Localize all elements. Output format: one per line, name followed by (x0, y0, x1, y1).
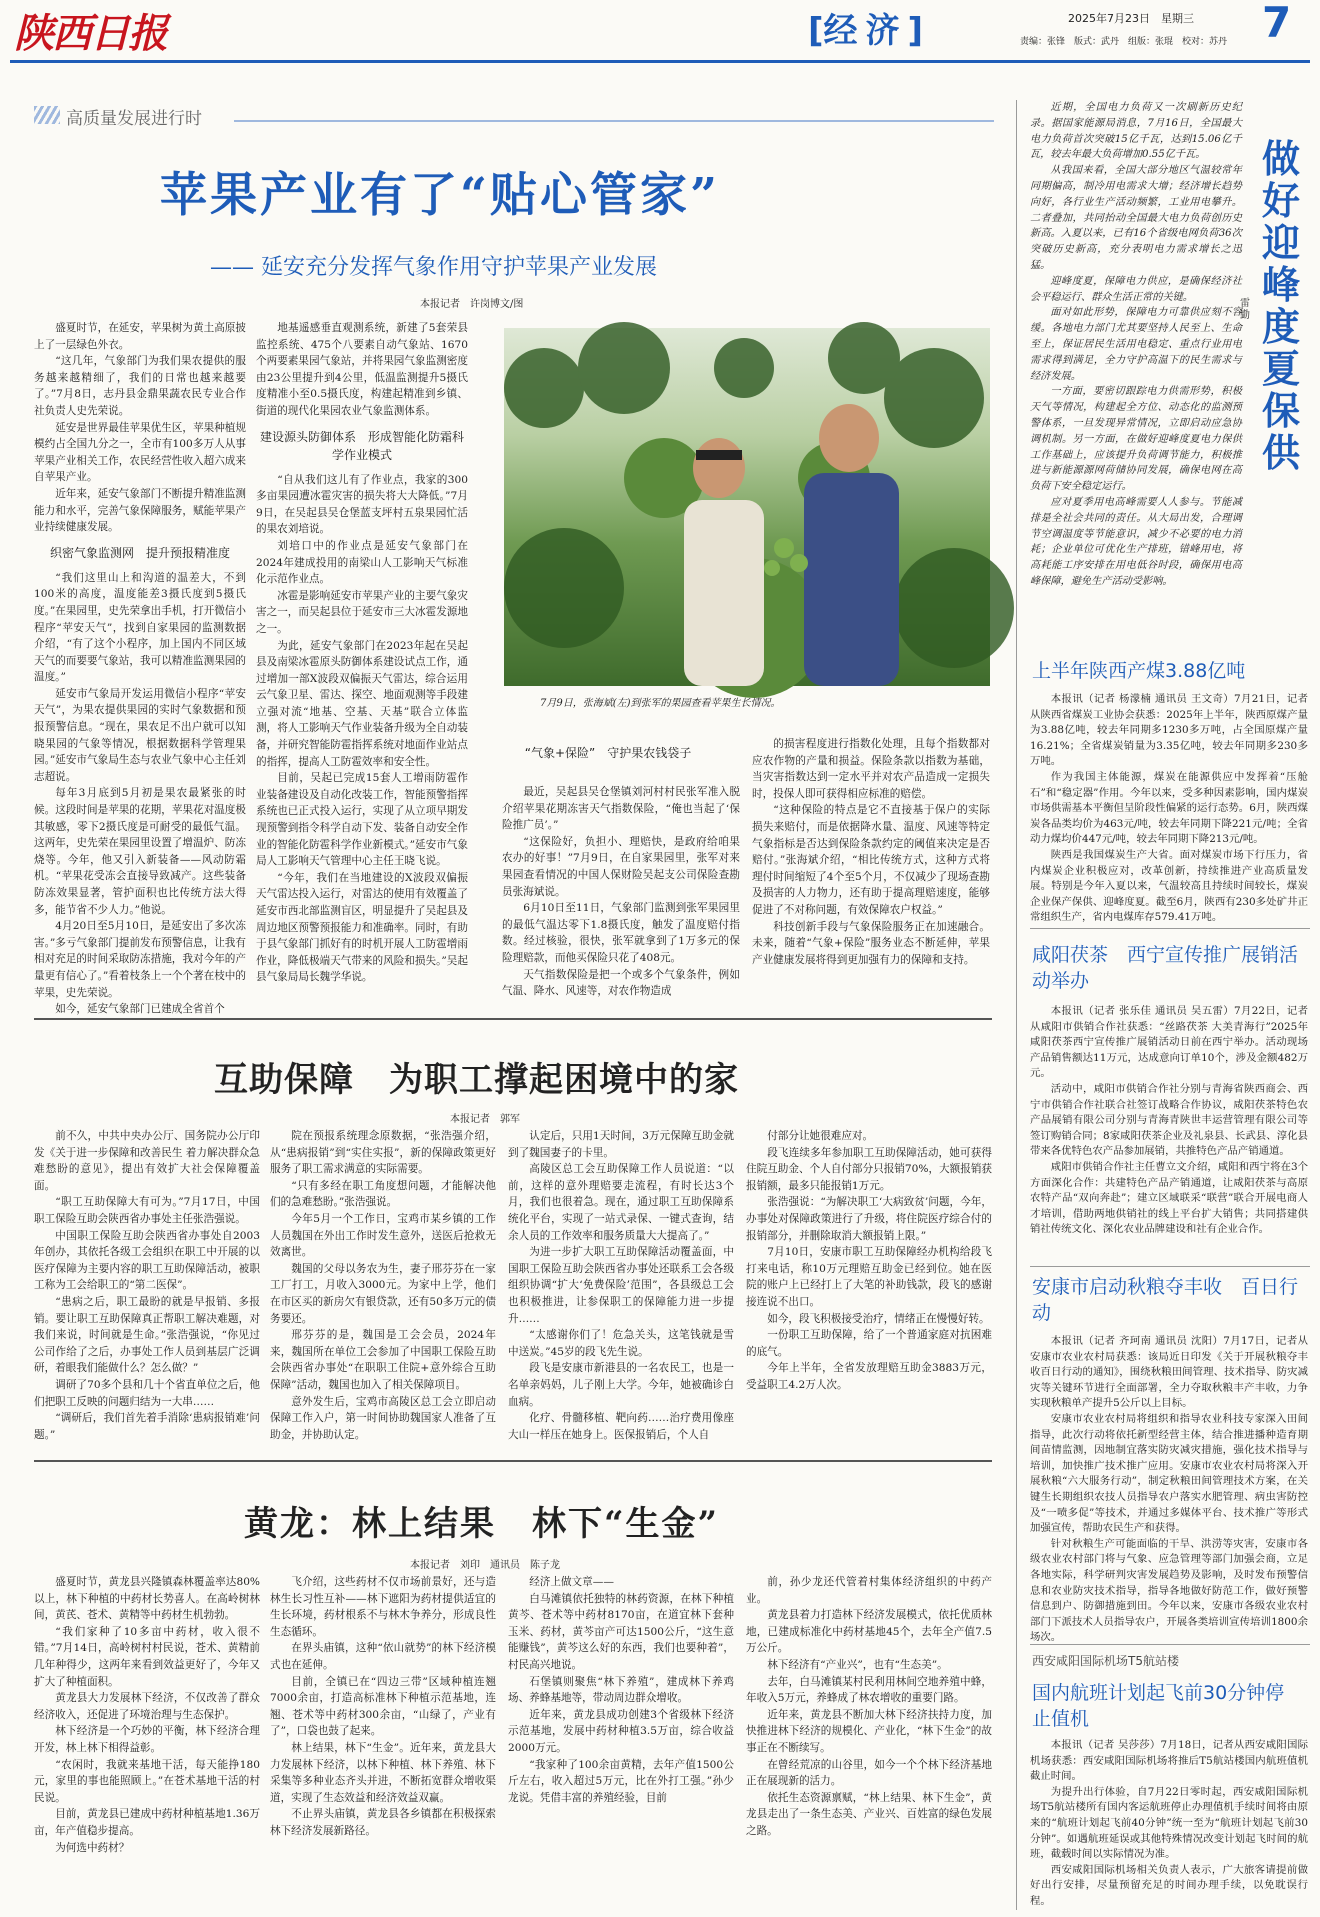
commentary-author: 雷 勤 (1240, 298, 1250, 321)
coal-text: 本报讯（记者 杨濛楠 通讯员 王文奇）7月21日，记者从陕西省煤炭工业协会获悉：2025年上半年，陕西原煤产量为3.88亿吨，较去年同期多1230多万吨，占全国原煤产量16.21%；全省煤炭销量为3.35亿吨，较去年同期多230多万吨。 作为我国主体能源，煤炭在能源供应中发挥着“压舱石”和“稳定器”作用。今年以来，受多种因素影响，国内煤炭市场供需基本平衡但呈阶段性偏紧的运行态势。6月，陕西煤炭各品类均价为463元/吨，较去年同期下降221元/吨；全省动力煤均价447元/吨，较去年同期下降213元/吨。 陕西是我国煤炭生产大省。面对煤炭市场下行压力，省内煤炭企业积极应对，改革创新，持续推进产业高质量发展。特别是今年入夏以来，气温较高且持续时间较长，煤炭企业保产保供、迎峰度夏。截至6月，陕西有230多处矿井正常组织生产，省内电煤库存579.41万吨。 (1030, 693, 1308, 924)
commentary-title: 做好迎峰度夏保供 (1262, 136, 1301, 475)
xianyang-headline: 咸阳茯茶 西宁宣传推广展销活动举办 (1032, 944, 1299, 992)
lead-photo (504, 328, 990, 686)
lead-column-2: 地基遥感垂直观测系统，新建了5套荣县监控系统、475个八要素自动气象站、1670个两要素果园气象站，并将果园气象监测密度由23公里提升到4公里，低温监测提升5摄氏度精准小至0.5摄氏度，构建起精准到乡镇、街道的现代化果园农业气象监测体系。 建设源头防御体系 形成智能化防霜科学作业模式 “自从我们这儿有了作业点，我家的300多亩果园遭冰雹灾害的损失将大大降低。”7月9日，在吴起县吴仓堡蓝支坪村五泉果园忙活的果农刘培说。 刘培口中的作业点是延安气象部门在2024年建成投用的南梁山人工影响天气标准化示范作业点。 冰雹是影响延安市苹果产业的主要气象灾害之一，而吴起县位于延安市三大冰雹发源地之一。 为此，延安气象部门在2023年起在吴起县及南梁冰雹原头防御体系建设试点工作，通过增加一部X波段双偏振天气雷达，综合运用云气象卫星、雷达、探空、地面观测等手段建立强对流“地基、空基、天基”联合立体监测，将人工影响天气作业装备升级为全自动装备，并研究智能防雹指挥系统对地面作业站点的指挥，提高人工防雹效率和安全性。 目前，吴起已完成15套人工增雨防雹作业装备建设及自动化改装工作，智能预警指挥系统也已正式投入运行，实现了从立项早期发现预警到指令科学自动下发、装备自动安全作业的智能化防雹科学作业新模式。”延安市气象局人工影响天气管理中心主任王晓飞说。 “今年，我们在当地建设的X波段双偏振天气雷达投入运行，对雷达的使用有效覆盖了延安市西北部监测盲区，明显提升了吴起县及周边地区预警预报能力和准确率。同时，有助于县气象部门抓好有的时机开展人工防雹增雨作业，降低极端天气带来的风险和损失。”吴起县气象局局长魏学华说。 (256, 322, 468, 984)
topic-bar (34, 104, 994, 129)
issue-date: 2025年7月23日 星期三 (1068, 12, 1194, 25)
section-label-text: 经济 (823, 11, 908, 51)
coal-headline: 上半年陕西产煤3.88亿吨 (1032, 660, 1246, 682)
newspaper-logo: 陕西日报 (14, 10, 166, 57)
flight-top-rule (1030, 1644, 1310, 1645)
mutual-column-4: 付部分让她很难应对。 段飞连续多年参加职工互助保障活动，她可获得住院互助金、个人自付部分只报销70%，大额报销获报销额，最多只能报销1万元。 张浩强说：“为解决职工‘大病致贫’问题，今年，办事处对保障政策进行了升级，将住院医疗综合付的报销部分，并删除取消大额报销上限。” 7月10日，安康市职工互助保障经办机构给段飞打来电话，称10万元理赔互助金已经到位。她在医院的账户上已经打上了大笔的补助钱款，段飞的感谢接连说不出口。 如今，段飞积极接受治疗，情绪正在慢慢好转。 一份职工互助保障，给了一个普通家庭对抗困难的底气。 今年上半年，全省发放理赔互助金3883万元，受益职工4.2万人次。 (746, 1130, 993, 1391)
huanglong-column-3: 经济上做文章—— 白马滩镇依托独特的林药资源，在林下种植黄芩、苍术等中药材8170亩，在道宜林下套种玉米、药材，黄芩亩产可达1500公斤，“这生意能赚钱”，黄芩这么好的东西，我们也要种着”，村民高兴地说。 石堡镇则聚焦“林下养殖”，建成林下养鸡场、养蜂基地等，带动周边群众增收。 近年来，黄龙县成功创建3个省级林下经济示范基地，发展中药材种植3.5万亩，综合收益2000万元。 “我家种了100余亩黄精，去年产值1500公斤左右，收入超过5万元，比在外打工强。”孙少龙说。凭借丰富的养殖经验，目前 (508, 1576, 734, 1804)
xianyang-text: 本报讯（记者 张乐佳 通讯员 吴五雷）7月22日，记者从咸阳市供销合作社获悉：“丝路茯茶 大美青海行”2025年咸阳茯茶西宁宣传推广展销活动日前在西宁举办。活动现场产品销售额达11万元，达成意向订单10个，涉及金额482万元。 活动中，咸阳市供销合作社分别与青海省陕西商会、西宁市供销合作社联合社签订战略合作协议，咸阳茯茶特色农产品展销有限公司分别与青海青陕世丰运营管理有限公司等签订购销合同；8家咸阳茯茶企业及礼泉县、长武县、淳化县带来各优特色农产品参加展销，共推特色产品产销通道。 咸阳市供销合作社主任曹立文介绍，咸阳和西宁将在3个方面深化合作：共建特色产品产销通道，让咸阳茯茶与高原农特产品“双向奔赴”；建立区域联采“联营”联合开展电商人才培训，借助两地供销社的线上平台扩大销售；共同搭建供销社传统文化、深化农业品牌建设和社有企业合作。 (1030, 1005, 1308, 1236)
lead-column-3: 最近，吴起县吴仓堡镇刘河村村民张军准入脱介绍苹果花期冻害天气指数保险，“俺也当起了‘保险推广员’。” “这保险好，负担小、理赔快，是政府给咱果农办的好事！”7月9日，在自家果园里，张军对来果园查看情况的中国人保财险吴起支公司保险查勘员张海斌说。 6月10日至11日，气象部门监测到张军果园里的最低气温达零下1.8摄氏度，触发了温度赔付指数。经过核验，很快，张军就拿到了1万多元的保险理赔款，而他买保险只花了408元。 天气指数保险是把一个或多个气象条件，例如气温、降水、风速等，对农作物造成 (502, 786, 740, 998)
lead-subtitle: —— 延安充分发挥气象作用守护苹果产业发展 (210, 255, 657, 280)
orchard-photo-illustration (504, 328, 990, 686)
section-divider-2 (34, 1460, 992, 1462)
flight-headline: 国内航班计划起飞前30分钟停止值机 (1032, 1682, 1285, 1730)
section-label: [经济] (808, 11, 924, 51)
mutual-column-1: 前不久，中共中央办公厅、国务院办公厅印发《关于进一步保障和改善民生 着力解决群众急难愁盼的意见》，提出有效扩大社会保障覆盖面。 “职工互助保障大有可为。”7月17日，中国职工保险互助会陕西省办事处主任张浩强说。 中国职工保险互助会陕西省办事处自2003年创办，其依托各级工会组织在职工中开展的以医疗保障为主要内容的职工互助保障活动，被职工称为工会给职工的“第二医保”。 “患病之后，职工最盼的就是早报销、多报销。要让职工互助保障真正帮职工解决难题，对我们来说，时间就是生命。”张浩强说，“你见过公司作给了之后，办事处工作人员到基层广泛调研，着眼我们能做什么？怎么做？” 调研了70多个县和几十个省直单位之后，他们把职工反映的问题归结为一大串…… “调研后，我们首先着手消除‘患病报销难’问题。” (34, 1130, 260, 1441)
editor-credits: 责编：张锋 版式：武丹 组版：张琨 校对：苏丹 (1020, 37, 1228, 47)
lead-column-4: 的损害程度进行指数化处理，且每个指数都对应农作物的产量和损益。保险条款以指数为基础，当灾害指数达到一定水平并对农产品造成一定损失时，投保人即可获得相应标准的赔偿。 “这种保险的特点是它不直接基于保户的实际损失来赔付，而是依据降水量、温度、风速等特定气象指标是否达到保险条款约定的阈值来决定是否赔付。”张海斌介绍，“相比传统方式，这种方式将理付时间缩短了4个至5个月，不仅减少了现场查勘及损害的人力物力，还有助于提高理赔速度，能够促进了不对称问题，有效保障农户权益。” 科技创新手段与气象保险服务正在加速融合。未来，随着“气象+保险”服务业态不断延伸，苹果产业健康发展将得到更加强有力的保障和支持。 (752, 738, 990, 966)
topic-bar-line (234, 120, 994, 122)
huanglong-column-1: 盛夏时节，黄龙县兴隆镇森林覆盖率达80%以上，林下种植的中药材长势喜人。在高岭树林间，黄芪、苍术、黄精等中药材生机勃勃。 “我们家种了10多亩中药材，收入很不错。”7月14日，高岭树村村民说，苍术、黄精前几年种得少，这两年来看到效益更好了，今年又扩大了种植面积。 黄龙县大力发展林下经济，不仅改善了群众经济收入，还促进了环境治理与生态保护。 林下经济是一个巧妙的平衡，林下经济合理开发，林上林下相得益彰。 “农闲时，我就来基地干活，每天能挣180元，家里的事也能照顾上。”在苍术基地干活的村民说。 目前，黄龙县已建成中药材种植基地1.36万亩，年产值稳步提高。 为何选中药材？ (34, 1576, 260, 1854)
masthead (0, 0, 1320, 58)
lead-byline: 本报记者 许岗博文/图 (420, 299, 524, 310)
huanglong-column-4: 前，孙少龙还代管着村集体经济组织的中药产业。 黄龙县着力打造林下经济发展模式，依托优质林地，已建成标准化中药材基地45个，去年全产值7.5万公斤。 林下经济有“产业兴”，也有“生态美”。 去年，白马滩镇某村民利用林间空地养殖中蜂，年收入5万元，养蜂成了林农增收的重要门路。 近年来，黄龙县不断加大林下经济扶持力度，加快推进林下经济的规模化、产业化，“林下生金”的故事正在不断续写。 在曾经荒凉的山谷里，如今一个个林下经济基地正在展现新的活力。 依托生态资源禀赋，“林上结果、林下生金”，黄龙县走出了一条生态美、产业兴、百姓富的绿色发展之路。 (746, 1576, 992, 1837)
mutual-column-2: 院在预报系统理念原数据，“张浩强介绍，从“患病报销”到“实住实报”，新的保障政策更好服务了职工需求满意的实际需要。 “只有多经在职工角度想问题，才能解决他们的急难愁盼。”张浩强说。 今年5月一个工作日，宝鸡市某乡镇的工作人员魏国在外出工作时发生意外，送医后抢救无效离世。 魏国的父母以务农为生，妻子邢芬芬在一家工厂打工，月收入3000元。为家中上学，他们在市区买的新房欠有银贷款，还有50多万元的债务要还。 邢芬芬的是，魏国是工会会员，2024年来，魏国所在单位工会参加了中国职工保险互助会陕西省办事处“在职职工住院+意外综合互助保障”活动，魏国也加入了相关保障项目。 意外发生后，宝鸡市高陵区总工会立即启动保障工作入户，第一时间协助魏国家人准备了互助金，并协助认定。 (270, 1130, 496, 1441)
section-divider-1 (34, 1018, 992, 1020)
xianyang-top-rule (1030, 928, 1310, 929)
mutual-headline: 互助保障 为职工撑起困境中的家 (214, 1060, 739, 1100)
huanglong-byline: 本报记者 刘印 通讯员 陈子龙 (410, 1560, 560, 1571)
ankang-text: 本报讯（记者 齐珂南 通讯员 沈阳）7月17日，记者从安康市农业农村局获悉：该局近日印发《关于开展秋粮夺丰收百日行动的通知》，围绕秋粮田间管理、技术指导、防灾减灾等关键环节进行全面部署，全力夺取秋粮丰产丰收，力争实现秋粮单产提升5公斤以上目标。 安康市农业农村局将组织和指导农业科技专家深入田间指导，此次行动将依托新型经营主体，结合推进播种造育期间苗情监测，因地制宜落实防灾减灾措施，强化技术指导与培训，加快推广技术推广应用。安康市农业农村局将深入开展秋粮“六大服务行动”，制定秋粮田间管理技术方案，在关键生长期组织农技人员指导农户落实水肥管理、病虫害防控及“一喷多促”等技术，并通过多媒体平台、技术推广等形式加强宣传，帮助农民生产和获得。 针对秋粮生产可能面临的干旱、洪涝等灾害，安康市各级农业农村部门将与气象、应急管理等部门加强会商，立足各地实际，科学研判灾害发展趋势及影响，及时发布预警信息和农业防灾技术指导，指导各地做好防范工作，做好预警信息到户、防御措施到田。今年以来，安康市各级农业农村部门下派技术人员指导农户，开展各类培训宣传培训1800余场次。 (1030, 1335, 1308, 1644)
lead-photo-caption: 7月9日，张海斌(左)到张军的果园查看苹果生长情况。 (540, 698, 781, 709)
lead-subhead-3: “气象+保险” 守护果农钱袋子 (524, 746, 692, 760)
topic-bar-stripes-icon (34, 106, 60, 124)
lead-column-1: 盛夏时节，在延安，苹果树为黄土高原披上了一层绿色外衣。 “这几年，气象部门为我们果农提供的服务越来越精细了，我们的日常也越来越要了。”7月8日，志丹县金鼎果蔬农民专业合作社负责人史先荣说。 延安是世界最佳苹果优生区，苹果种植规模约占全国九分之一，全市有100多万人从事苹果产业相关工作，农民经营性收入超六成来自苹果产业。 近年来，延安气象部门不断提升精准监测能力和水平，完善气象保障服务，赋能苹果产业持续健康发展。 织密气象监测网 提升预报精准度 “我们这里山上和沟道的温差大，不到100米的高度，温度能差3摄氏度到5摄氏度。”在果园里，史先荣拿出手机，打开微信小程序“苹安天气”，找到自家果园的监测数据介绍，“有了这个小程序，加上国内不同区域天气的而要要气象站，我可以精准监测果园的温度。” 延安市气象局开发运用微信小程序“苹安天气”，为果农提供果园的实时气象数据和预报预警信息。“现在，果农足不出户就可以知晓果园的气象等情况，根据数据科学管理果园。”延安市气象局生态与农业气象中心主任刘志超说。 每年3月底到5月初是果农最紧张的时候。这段时间是苹果的花期，苹果花对温度极其敏感，零下2摄氏度是可耐受的最低气温。这两年，史先荣在果园里设置了增温炉、防冻烧等。今年，他又引入新装备——风动防霜机。“苹果花受冻会直接导致减产。这些装备防冻效果显著，管护面积也比传统方法大得多，能节省不少人力。”他说。 4月20日至5月10日，是延安出了多次冻害。”多亏气象部门提前发布预警信息，让我有相对充足的时间采取防冻措施，我对今年的产量更有信心了。”看着枝条上一个个著在枝中的苹果，史先荣说。 如今，延安气象部门已建成全省首个 (34, 322, 246, 1016)
mutual-byline: 本报记者 郭军 (450, 1114, 520, 1125)
huanglong-headline: 黄龙：林上结果 林下“生金” (244, 1504, 720, 1544)
ankang-top-rule (1030, 1266, 1310, 1267)
huanglong-column-2: 飞介绍，这些药材不仅市场前景好，还与造林生长习性互补——林下遮阳为药材提供适宜的生长环境，药材根系不与林木争养分，形成良性生态循环。 在界头庙镇，这种“依山就势”的林下经济模式也在延伸。 目前，全镇已在“四边三带”区域种植连翘7000余亩，打造高标准林下种植示范基地，连翘、苍术等中药材300余亩，“山绿了，产业有了”，口袋也鼓了起来。 林上结果，林下“生金”。近年来，黄龙县大力发展林下经济，以林下种植、林下养殖、林下采集等多种业态齐头并进，不断拓宽群众增收渠道，实现了生态效益和经济效益双赢。 不止界头庙镇，黄龙县各乡镇都在积极探索林下经济发展新路径。 (270, 1576, 496, 1837)
lead-headline: 苹果产业有了“贴心管家” (160, 168, 721, 223)
flight-tag: 西安咸阳国际机场T5航站楼 (1032, 1654, 1179, 1668)
commentary-text: 近期，全国电力负荷又一次刷新历史纪录。据国家能源局消息，7月16日，全国最大电力负荷首次突破15亿千瓦，达到15.06亿千瓦，较去年最大负荷增加0.55亿千瓦。 从我国来看，全国大部分地区气温较常年同期偏高，制冷用电需求大增；经济增长趋势向好，各行业生产活动频繁，工业用电攀升。二者叠加，共同抬动全国最大电力负荷创历史新高。入夏以来，已有16个省级电网负荷36次突破历史新高，充分表明电力需求增长之迅猛。 迎峰度夏，保障电力供应，是确保经济社会平稳运行、群众生活正常的关键。 面对如此形势，保障电力可靠供应刻不容缓。各地电力部门尤其要坚持人民至上、生命至上，保证居民生活用电稳定、重点行业用电需求得到满足，全力守护高温下的民生需求与经济发展。 一方面，要密切跟踪电力供需形势，积极天气等情况，构建起全方位、动态化的监测预警体系，一旦发现异常情况，立即启动应急协调机制。另一方面，在做好迎峰度夏电力保供工作基础上，应该提升负荷调节能力，积极推进与新能源源网荷储协同发展，确保电网在高负荷下安全稳定运行。 应对夏季用电高峰需要人人参与。节能减排是全社会共同的责任。从大局出发，合理调节空调温度等节能意识，减少不必要的电力消耗；企业单位可优化生产排班，错峰用电，将高耗能工序安排在用电低谷时段，确保用电高峰保障，避免生产活动受影响。 (1030, 102, 1242, 587)
ankang-headline: 安康市启动秋粮夺丰收 百日行动 (1032, 1276, 1299, 1324)
topic-bar-label: 高质量发展进行时 (66, 109, 202, 129)
lead-subhead-1: 织密气象监测网 提升预报精准度 (49, 545, 230, 560)
mutual-column-3: 认定后，只用1天时间，3万元保障互助金就到了魏国妻子的卡里。 高陵区总工会互助保障工作人员说道：“以前，这样的意外理赔要走流程，有时长达3个月，我们也很着急。现在，通过职工互助保障系统化平台，实现了一站式录保、一键式查询，结余人员的工作效率和服务质量大大提高了。” 为进一步扩大职工互助保障活动覆盖面，中国职工保险互助会陕西省办事处还联系工会各级组织协调“扩大‘免费保险’范围”，各县级总工会也积极推进，让参保职工的保障能力进一步提升…… “太感谢你们了！危急关头，这笔钱就是雪中送炭。”45岁的段飞先生说。 段飞是安康市新港县的一名农民工，也是一名单亲妈妈，儿子刚上大学。今年，她被确诊白血病。 化疗、骨髓移植、靶向药……治疗费用像座大山一样压在她身上。医保报销后，个人自 (508, 1130, 734, 1441)
right-column-divider (1016, 100, 1017, 1910)
masthead-rule (10, 60, 1310, 63)
page-number: 7 (1262, 0, 1292, 47)
lead-subhead-2: 建设源头防御体系 形成智能化防霜科学作业模式 (259, 429, 464, 462)
flight-text: 本报讯（记者 吴莎莎）7月18日，记者从西安咸阳国际机场获悉：西安咸阳国际机场将推后T5航站楼国内航班值机截止时间。 为提升出行体验，自7月22日零时起，西安咸阳国际机场T5航站楼所有国内客运航班停止办理值机手续时间将由原来的“航班计划起飞前40分钟”统一至为“航班计划起飞前30分钟”。如遇航班延误或其他特殊情况改变计划起飞时间的航班，截载时间以实际情况为准。 西安咸阳国际机场相关负责人表示，广大旅客请提前做好出行安排，尽量预留充足的时间办理手续，以免耽误行程。 (1030, 1739, 1308, 1907)
